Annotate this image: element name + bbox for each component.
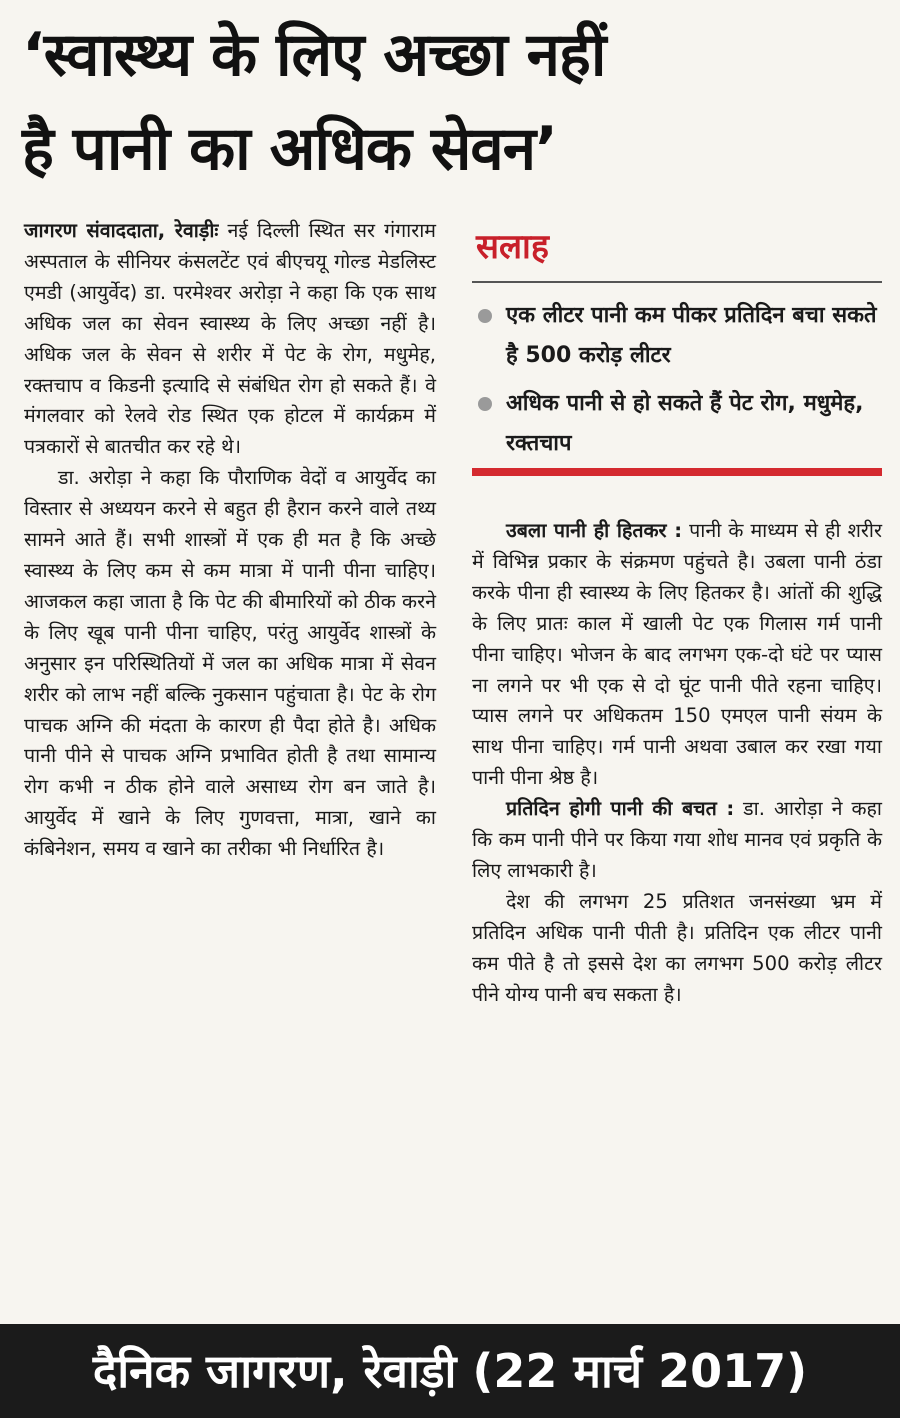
article-left-column: [24, 216, 436, 865]
sidebar-bottom-rule: [472, 468, 882, 476]
sidebar-title: सलाह: [476, 227, 549, 267]
headline-line-2: है पानी का अधिक सेवन’: [22, 114, 557, 184]
sidebar-item: [472, 384, 882, 464]
paragraph-1-text: नई दिल्ली स्थित सर गंगाराम अस्पताल के सीनियर कंसलटेंट एवं बीएचयू गोल्ड मेडलिस्ट एमडी (आयुर्वेद) डा. परमेश्वर अरोड़ा ने कहा कि एक साथ अधिक जल का सेवन स्वास्थ्य के लिए अच्छा नहीं है। अधिक जल के सेवन से शरीर में पेट के रोग, मधुमेह, रक्तचाप व किडनी इत्यादि से संबंधित रोग हो सकते हैं। वे मंगलवार को रेलवे रोड स्थित एक होटल में कार्यक्रम में पत्रकारों से बातचीत कर रहे थे।: [24, 219, 437, 459]
sidebar-item-text: अधिक पानी से हो सकते हैं पेट रोग, मधुमेह, रक्तचाप: [506, 391, 864, 456]
byline: जागरण संवाददाता, रेवाड़ीः: [24, 219, 219, 242]
subheading-boiled-water: उबला पानी ही हितकर :: [506, 519, 683, 542]
subsection-2: [472, 794, 882, 887]
source-footer: दैनिक जागरण, रेवाड़ी (22 मार्च 2017): [0, 1324, 900, 1418]
article-paragraph-2: डा. अरोड़ा ने कहा कि पौराणिक वेदों व आयुर्वेद का विस्तार से अध्ययन करने से बहुत ही हैरान करने वाले तथ्य सामने आते हैं। सभी शास्त्रों में एक ही मत है कि अच्छे स्वास्थ्य के लिए कम से कम मात्रा में पानी पीना चाहिए। आजकल कहा जाता है कि पेट की बीमारियों को ठीक करने के लिए खूब पानी पीना चाहिए, परंतु आयुर्वेद शास्त्रों के अनुसार इन परिस्थितियों में जल का अधिक मात्रा में सेवन शरीर को लाभ नहीं बल्कि नुकसान पहुंचाता है। पेट के रोग पाचक अग्नि की मंदता के कारण ही पैदा होते है। अधिक पानी पीने से पाचक अग्नि प्रभावित होती है तथा सामान्य रोग कभी न ठीक होने वाले असाध्य रोग बन जाते है। आयुर्वेद में खाने के लिए गुणवत्ता, मात्रा, खाने का कंबिनेशन, समय व खाने का तरीका भी निर्धारित है।: [24, 466, 436, 861]
headline: [22, 8, 882, 196]
subsection-1: [472, 516, 882, 794]
sidebar-divider: [472, 281, 882, 283]
subheading-water-saving: प्रतिदिन होगी पानी की बचत :: [506, 797, 735, 821]
bullet-icon: [478, 397, 492, 411]
advice-sidebar: [472, 220, 882, 478]
sidebar-item-text: एक लीटर पानी कम पीकर प्रतिदिन बचा सकते है 500 करोड़ लीटर: [506, 303, 877, 368]
article-paragraph-3: देश की लगभग 25 प्रतिशत जनसंख्या भ्रम में प्रतिदिन अधिक पानी पीती है। प्रतिदिन एक लीटर पानी कम पीते है तो इससे देश का लगभग 500 करोड़ लीटर पीने योग्य पानी बच सकता है।: [472, 889, 882, 1006]
sidebar-list: [472, 296, 882, 472]
subsection-1-text: पानी के माध्यम से ही शरीर में विभिन्न प्रकार के संक्रमण पहुंचते है। उबला पानी ठंडा करके पीना ही स्वास्थ्य के लिए हितकर है। आंतों की शुद्धि के लिए प्रातः काल में खाली पेट एक गिलास गर्म पानी पीना चाहिए। भोजन के बाद लगभग एक-दो घंटे पर प्यास ना लगने पर भी एक से दो घूंट पानी पीते रहना चाहिए। प्यास लगने पर अधिकतम 150 एमएल पानी संयम के साथ पीना चाहिए। गर्म पानी अथवा उबाल कर रखा गया पानी पीना श्रेष्ठ है।: [472, 519, 882, 790]
sidebar-item: [472, 296, 882, 376]
bullet-icon: [478, 309, 492, 323]
article-paragraph-1: [24, 216, 436, 463]
article-right-column: [472, 516, 882, 1011]
subsection-2-text: डा. आरोड़ा ने कहा कि कम पानी पीने पर किया गया शोध मानव एवं प्रकृति के लिए लाभकारी है।: [472, 797, 883, 882]
headline-line-1: ‘स्वास्थ्य के लिए अच्छा नहीं: [22, 20, 606, 90]
